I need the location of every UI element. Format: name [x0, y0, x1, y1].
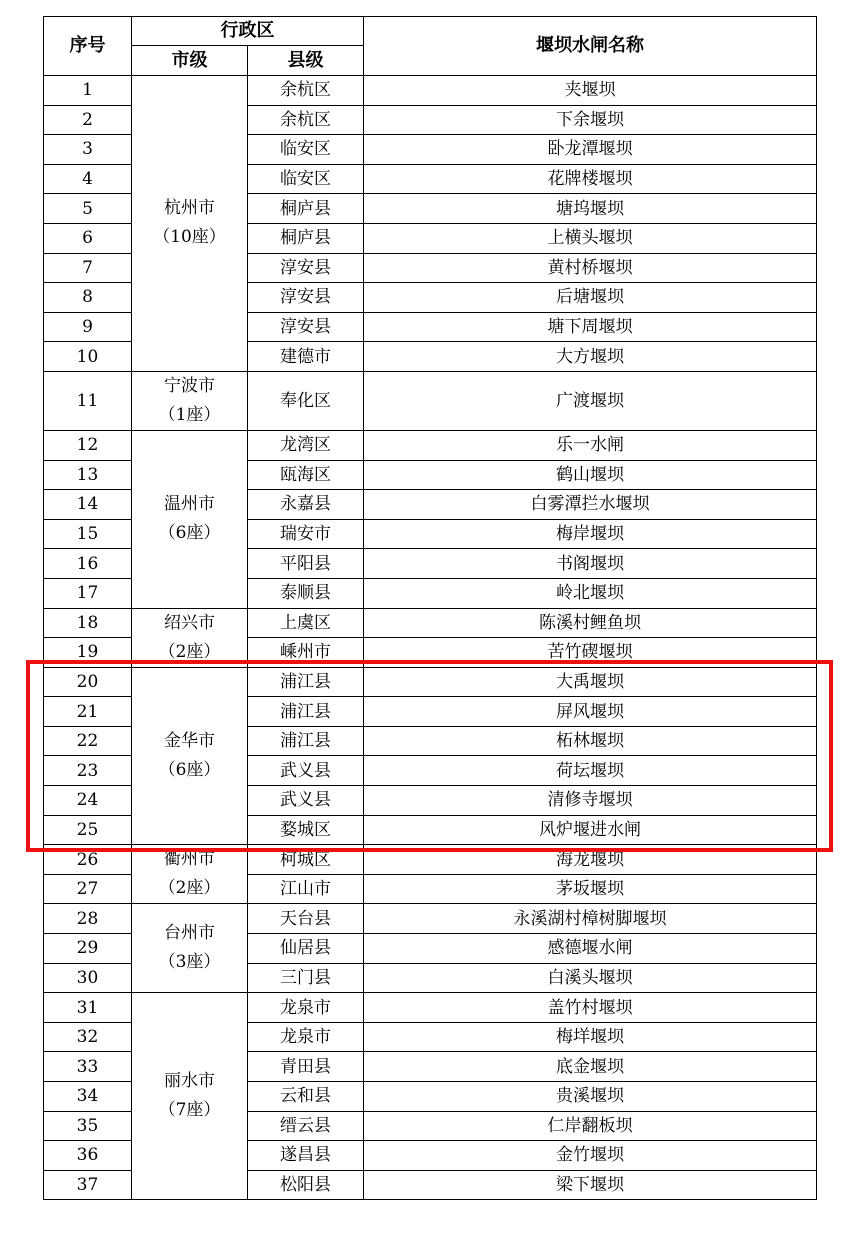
row-number: 5 [44, 194, 132, 224]
city-name: 绍兴市 [164, 612, 215, 633]
row-number: 31 [44, 993, 132, 1023]
county-cell: 泰顺县 [248, 578, 364, 608]
city-cell [132, 608, 248, 667]
dam-name-cell: 乐一水闸 [364, 430, 817, 460]
row-number: 9 [44, 312, 132, 342]
row-number: 37 [44, 1170, 132, 1200]
cropped-title-fragment [160, 0, 700, 4]
dam-name-cell: 岭北堰坝 [364, 578, 817, 608]
county-cell: 瑞安市 [248, 519, 364, 549]
city-count: （3座） [158, 952, 221, 973]
county-cell: 柯城区 [248, 845, 364, 875]
dam-name-cell: 荷坛堰坝 [364, 756, 817, 786]
row-number: 1 [44, 76, 132, 106]
county-cell: 天台县 [248, 904, 364, 934]
row-number: 20 [44, 667, 132, 697]
dam-name-cell: 陈溪村鲤鱼坝 [364, 608, 817, 638]
dam-name-cell: 屏风堰坝 [364, 697, 817, 727]
county-cell: 仙居县 [248, 934, 364, 964]
table-row [44, 845, 817, 875]
county-cell: 建德市 [248, 342, 364, 372]
county-cell: 平阳县 [248, 549, 364, 579]
row-number: 4 [44, 164, 132, 194]
dam-name-cell: 贵溪堰坝 [364, 1082, 817, 1112]
row-number: 7 [44, 253, 132, 283]
table-row [44, 904, 817, 934]
row-number: 36 [44, 1141, 132, 1171]
dam-name-cell: 梅岸堰坝 [364, 519, 817, 549]
county-cell: 余杭区 [248, 105, 364, 135]
row-number: 35 [44, 1111, 132, 1141]
row-number: 8 [44, 283, 132, 313]
city-cell [132, 430, 248, 608]
city-cell [132, 904, 248, 993]
city-name: 衢州市 [164, 849, 215, 870]
table-row [44, 371, 817, 430]
table-row [44, 667, 817, 697]
city-cell [132, 993, 248, 1200]
county-cell: 桐庐县 [248, 194, 364, 224]
dam-name-cell: 黄村桥堰坝 [364, 253, 817, 283]
city-cell [132, 371, 248, 430]
county-cell: 浦江县 [248, 697, 364, 727]
dam-name-cell: 金竹堰坝 [364, 1141, 817, 1171]
county-cell: 龙泉市 [248, 1022, 364, 1052]
county-cell: 淳安县 [248, 283, 364, 313]
dam-table [43, 16, 817, 1200]
county-cell: 云和县 [248, 1082, 364, 1112]
county-cell: 遂昌县 [248, 1141, 364, 1171]
dam-name-cell: 仁岸翻板坝 [364, 1111, 817, 1141]
dam-name-cell: 永溪湖村樟树脚堰坝 [364, 904, 817, 934]
row-number: 15 [44, 519, 132, 549]
row-number: 23 [44, 756, 132, 786]
row-number: 17 [44, 578, 132, 608]
county-cell: 淳安县 [248, 312, 364, 342]
city-count: （1座） [158, 404, 221, 425]
county-cell: 桐庐县 [248, 223, 364, 253]
county-cell: 江山市 [248, 874, 364, 904]
dam-name-cell: 底金堰坝 [364, 1052, 817, 1082]
row-number: 27 [44, 874, 132, 904]
city-cell [132, 667, 248, 845]
county-cell: 武义县 [248, 756, 364, 786]
row-number: 26 [44, 845, 132, 875]
dam-name-cell: 花牌楼堰坝 [364, 164, 817, 194]
row-number: 33 [44, 1052, 132, 1082]
header-name: 堰坝水闸名称 [364, 17, 817, 76]
header-county: 县级 [248, 46, 364, 76]
table-row [44, 608, 817, 638]
city-name: 台州市 [164, 923, 215, 944]
county-cell: 瓯海区 [248, 460, 364, 490]
row-number: 32 [44, 1022, 132, 1052]
row-number: 34 [44, 1082, 132, 1112]
row-number: 13 [44, 460, 132, 490]
dam-name-cell: 梅垟堰坝 [364, 1022, 817, 1052]
county-cell: 淳安县 [248, 253, 364, 283]
row-number: 3 [44, 135, 132, 165]
dam-name-cell: 茅坂堰坝 [364, 874, 817, 904]
county-cell: 婺城区 [248, 815, 364, 845]
row-number: 29 [44, 934, 132, 964]
row-number: 19 [44, 638, 132, 668]
county-cell: 奉化区 [248, 371, 364, 430]
county-cell: 武义县 [248, 786, 364, 816]
header-admin: 行政区 [132, 17, 364, 46]
dam-name-cell: 书阁堰坝 [364, 549, 817, 579]
dam-name-cell: 柘林堰坝 [364, 726, 817, 756]
row-number: 21 [44, 697, 132, 727]
dam-name-cell: 风炉堰进水闸 [364, 815, 817, 845]
county-cell: 永嘉县 [248, 490, 364, 520]
dam-name-cell: 盖竹村堰坝 [364, 993, 817, 1023]
county-cell: 三门县 [248, 963, 364, 993]
row-number: 14 [44, 490, 132, 520]
county-cell: 浦江县 [248, 726, 364, 756]
row-number: 11 [44, 371, 132, 430]
row-number: 30 [44, 963, 132, 993]
county-cell: 龙泉市 [248, 993, 364, 1023]
dam-table-container [43, 16, 817, 1200]
county-cell: 嵊州市 [248, 638, 364, 668]
dam-name-cell: 塘下周堰坝 [364, 312, 817, 342]
row-number: 22 [44, 726, 132, 756]
city-name: 宁波市 [164, 375, 215, 396]
county-cell: 缙云县 [248, 1111, 364, 1141]
table-row [44, 430, 817, 460]
dam-name-cell: 苦竹碶堰坝 [364, 638, 817, 668]
dam-name-cell: 上横头堰坝 [364, 223, 817, 253]
row-number: 10 [44, 342, 132, 372]
county-cell: 龙湾区 [248, 430, 364, 460]
county-cell: 余杭区 [248, 76, 364, 106]
table-row [44, 76, 817, 106]
dam-name-cell: 清修寺堰坝 [364, 786, 817, 816]
dam-name-cell: 大方堰坝 [364, 342, 817, 372]
table-body [44, 76, 817, 1200]
dam-name-cell: 大禹堰坝 [364, 667, 817, 697]
city-cell [132, 845, 248, 904]
city-count: （6座） [158, 523, 221, 544]
city-name: 金华市 [164, 730, 215, 751]
dam-name-cell: 后塘堰坝 [364, 283, 817, 313]
city-name: 杭州市 [164, 198, 215, 219]
county-cell: 上虞区 [248, 608, 364, 638]
dam-name-cell: 梁下堰坝 [364, 1170, 817, 1200]
row-number: 24 [44, 786, 132, 816]
row-number: 25 [44, 815, 132, 845]
dam-name-cell: 卧龙潭堰坝 [364, 135, 817, 165]
dam-name-cell: 广渡堰坝 [364, 371, 817, 430]
dam-name-cell: 塘坞堰坝 [364, 194, 817, 224]
city-count: （2座） [158, 878, 221, 899]
dam-name-cell: 感德堰水闸 [364, 934, 817, 964]
county-cell: 松阳县 [248, 1170, 364, 1200]
dam-name-cell: 鹤山堰坝 [364, 460, 817, 490]
county-cell: 青田县 [248, 1052, 364, 1082]
city-name: 丽水市 [164, 1071, 215, 1092]
county-cell: 临安区 [248, 135, 364, 165]
row-number: 28 [44, 904, 132, 934]
dam-name-cell: 下余堰坝 [364, 105, 817, 135]
city-name: 温州市 [164, 494, 215, 515]
county-cell: 浦江县 [248, 667, 364, 697]
dam-name-cell: 白雾潭拦水堰坝 [364, 490, 817, 520]
county-cell: 临安区 [248, 164, 364, 194]
city-cell [132, 76, 248, 372]
city-count: （6座） [158, 759, 221, 780]
header-city: 市级 [132, 46, 248, 76]
city-count: （2座） [158, 641, 221, 662]
row-number: 18 [44, 608, 132, 638]
dam-name-cell: 夹堰坝 [364, 76, 817, 106]
row-number: 16 [44, 549, 132, 579]
row-number: 12 [44, 430, 132, 460]
row-number: 2 [44, 105, 132, 135]
header-seq: 序号 [44, 17, 132, 76]
row-number: 6 [44, 223, 132, 253]
city-count: （7座） [158, 1100, 221, 1121]
table-row [44, 993, 817, 1023]
dam-name-cell: 白溪头堰坝 [364, 963, 817, 993]
city-count: （10座） [153, 227, 226, 248]
dam-name-cell: 海龙堰坝 [364, 845, 817, 875]
